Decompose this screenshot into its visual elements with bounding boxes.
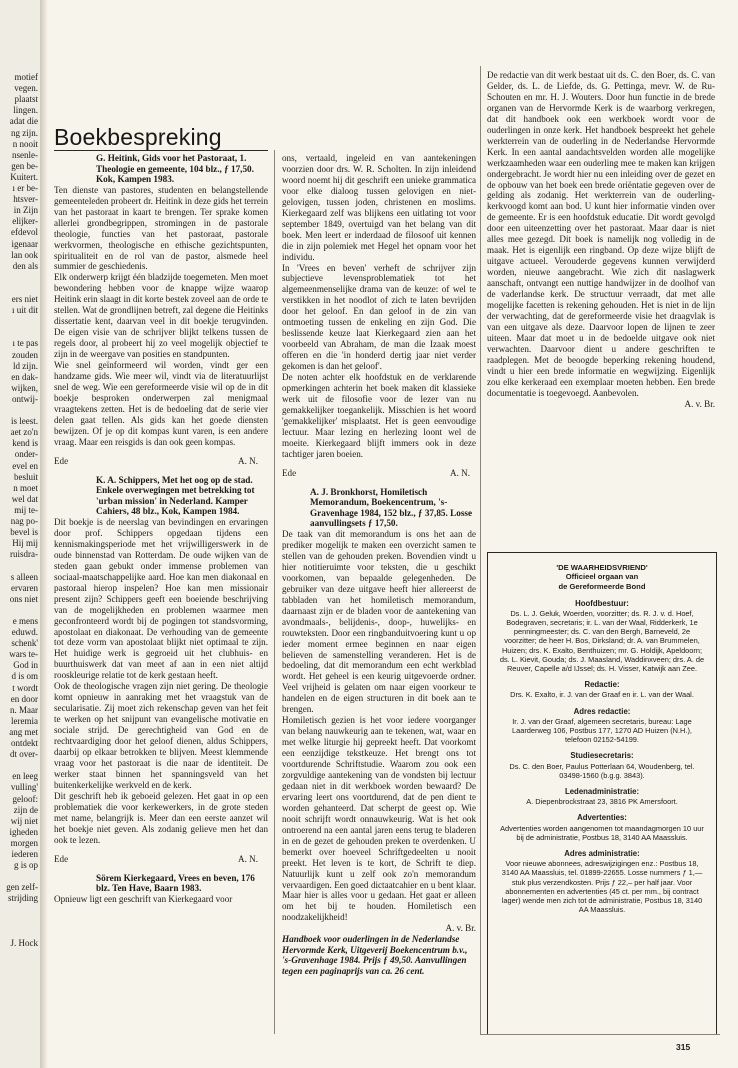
fragment-line: adat die <box>9 116 38 127</box>
signature <box>54 456 268 467</box>
fragment-line: ontdekt <box>11 738 38 748</box>
fragment-line: schenk' <box>11 638 38 649</box>
review-heading-bronkhorst: A. J. Bronkhorst, Homiletisch Memorandum, Boekencentrum, 's-Gravenhage 1984, 152 blz., ƒ 37,85. Losse aanvullingsets ƒ 17,50. <box>310 486 473 529</box>
fragment-line: ruisdra- <box>10 549 38 560</box>
review-body: Dit boekje is de neerslag van bevindingen en ervaringen door prof. Schippers opgedaan tijdens een kennismakingsperiode met het vrijwilligerswerk in de oude binnenstad van Rotterdam. De oude wijken van de steden gaan gebukt onder immense problemen van sociaal-maatschappelijke aard. Hoe kan men diakonaal en pastoraal hierop inspelen? Hoe kan men missionair present zijn? Schippers geeft een boeiende beschrijving van de mogelijkheden en problemen waarmee men geconfronteerd wordt bij de pogingen tot standsvorming, apostolaat en diakonaat. De verhouding van de gemeente tot deze vorm van apostolaat blijkt niet optimaal te zijn. Het huidige werk is gegroeid uit het clubhuis- en buurthuiswerk dat van meet af aan in een niet altijd rooskleurige relatie tot de kerk gestaan heeft. <box>54 516 268 681</box>
fragment-line: s alleen <box>10 571 38 582</box>
fragment-line: en dak- <box>11 371 38 382</box>
review-body: Wie snel geïnformeerd wil worden, vindt ger een handzame gids. Wie meer wil, vindt via de literatuurlijst snel de weg. Wie een gereformeerde visie wil op de in dit boekje besproken onderwerpen zal menigmaal vraagtekens zetten. Het is de bedoeling dat de serie vier delen gaat tellen. Als gids kan het goede diensten bewijzen. Of je op dit kompas kunt varen, is een andere vraag. Maar een reisgids is dan ook geen kompas. <box>54 360 268 447</box>
section-text: A. Diepenbrockstraat 23, 3816 PK Amersfoort. <box>526 797 678 807</box>
fragment-line: wars te- <box>9 649 38 660</box>
section-heading: Adres redactie: <box>573 706 631 716</box>
bottom-rule <box>480 1034 720 1035</box>
section-heading: Redactie: <box>584 680 620 690</box>
fragment-line: ontwij- <box>12 393 38 404</box>
column-rule <box>274 150 275 1034</box>
review-body: De redactie van dit werk bestaat uit ds. C. den Boer, ds. C. van Gelder, ds. L. de Liefde, ds. G. Pettinga, mevr. W. de Ru-Schouten en mr. H. J. Wouters. Door hun functie in de brede organen van de Hervormde Kerk is de waarborg verkregen, dat dit handboek ook een werkboek wordt voor de ouderlingen in onze kerk. Het handboek bespreekt het gehele werkterrein van de ouderling in de Nederlandse Hervormde Kerk. In een aantal aandachtsvelden worden alle mogelijke werkzaamheden waar een ouderling mee te maken kan krijgen ondergebracht. Je wordt hier nu een inleiding over de gezet en de opbouw van het boek een brede oriëntatie gegeven over de gelding als zodanig. Het werkterrein van de ouderling-kerkvoogd komt aan bod. U kunt hier informatie vinden over de gemeente. Er is een hoofdstuk educatie. Dit wordt gevolgd door een uiteenzetting over het pastoraat. Maar daar is niet alles mee gezegd. Dit boek is namelijk nog volledig in de maak. Het is eigenlijk een ringband. Op deze wijze blijft de uitgave actueel. Verouderde gegevens kunnen verwijderd worden, nieuwe aangebracht. Wie zich dit naslagwerk aanschaft, ontvangt een nuttige handwijzer in de doolhof van de vaderlandse kerk. De structuur verraadt, dat met alle mogelijke facetten is rekening gehouden. Het is niet in de lijn der verwachting, dat de gereformeerde visie het draagvlak is van een uitgave als deze. Daarvoor lopen de lijnen te zeer uiteen. Maar dat moet u in de bedoelde uitgave ook niet verwachten. Daarvoor dient u andere geschriften te raadplegen. Met de beoogde beperking rekening houdend, vindt u hier een brede informatie en wegwijzing. Eigenlijk zou elke kerkeraad een exemplaar moeten hebben. Een brede documentatie is toegevoegd. Aanbevolen. <box>487 70 715 398</box>
section-heading: Adres administratie: <box>564 849 640 859</box>
fragment-line: en door <box>10 693 38 704</box>
fragment-line: nag po- <box>10 516 38 526</box>
fragment-line: is leest. <box>11 416 38 427</box>
fragment-line: iederen <box>11 849 38 859</box>
section-heading: Hoofdbestuur: <box>575 598 629 608</box>
review-heading-kierkegaard: Sörem Kierkegaard, Vrees en beven, 176 blz. Ten Have, Baarn 1983. <box>96 872 255 894</box>
colophon-section-adres <box>488 707 716 745</box>
colophon-section-administratie <box>488 849 716 914</box>
fragment-line: motief <box>14 72 38 82</box>
signature-initials: A. N. <box>238 455 258 466</box>
signature <box>54 854 268 865</box>
colophon-box <box>487 552 717 1035</box>
fragment-line: zijn de <box>13 804 38 815</box>
fragment-line: J. Hock <box>10 937 38 948</box>
fragment-line: den als <box>12 260 38 271</box>
fragment-line: ı uit dit <box>11 305 38 316</box>
fragment-line: ons niet <box>9 593 38 604</box>
section-heading: Studiesecretaris: <box>570 751 634 761</box>
signature <box>282 468 476 479</box>
fragment-line: ers niet <box>11 294 38 304</box>
signature-initials: A. N. <box>450 467 470 478</box>
page-number: 315 <box>676 1042 691 1052</box>
fragment-line: ı er be- <box>12 183 38 193</box>
colophon-section-redactie <box>488 680 716 699</box>
fragment-line: evel en <box>12 460 38 471</box>
fragment-line: Kuitert. <box>10 171 38 182</box>
fragment-line: God in <box>13 660 38 671</box>
review-body: Homiletisch gezien is het voor iedere voorganger van belang nauwkeurig aan te tekenen, wat, waar en met welke liturgie hij gepreekt heeft. Dat voorkomt een eenzijdige tekstkeuze. Het brengt ons tot voortdurende Schriftstudie. Waarom zou ook een zorgvuldige aantekening van de vondsten bij lectuur gedaan niet in dit werkboek worden bewaard? De ervaring leert ons voortdurend, dat de pen dient te worden gehanteerd. Dat scherpt de geest op. Wie nooit schrijft wordt onnauwkeurig. Wat is het ook ontroerend na een aantal jaren eens terug te bladeren in en de gezet de gehouden preken te overdenken. U bemerkt over hoeveel Schriftgedeelten u nooit preekt. Het leven is te kort, de Schrift te diep. Natuurlijk kunt u zelf ook zo'n memorandum vervaardigen. Een goed dictaatcahier en u bent klaar. Maar hier is alles voor u gedaan. Het gaat er alleen om het bij te houden. Homiletisch een noodzakelijkheid! <box>282 715 476 923</box>
section-text: Ir. J. van der Graaf, algemeen secretaris, bureau: Lage Laarderweg 106, Postbus 177, 1270 AD Huizen (N.H.), telefoon 02152-54199. <box>512 716 692 745</box>
fragment-line: lingen. <box>13 105 38 116</box>
fragment-line: n moet <box>13 482 38 493</box>
signature-place: Ede <box>54 853 69 864</box>
fragment-line: n nooit <box>12 138 38 149</box>
signature-place: Ede <box>282 467 297 478</box>
fragment-line: d is om <box>11 671 38 682</box>
fragment-line: besluit <box>14 471 38 482</box>
fragment-line: vegen. <box>14 83 38 94</box>
fragment-line: ng zijn. <box>11 127 38 138</box>
fragment-line: morgen <box>10 837 38 848</box>
fragment-line: gen be- <box>11 160 38 171</box>
page-title: Boekbespreking <box>54 124 222 150</box>
review-body: Opnieuw ligt een geschrift van Kierkegaard voor <box>54 893 233 904</box>
colophon-title: 'DE WAARHEIDSVRIEND' <box>556 563 648 572</box>
fragment-line: geloof: <box>12 793 38 804</box>
fragment-line: kend is <box>12 438 38 449</box>
review-body: Dit geschrift heb ik geboeid gelezen. Het gaat in op een problematiek die voor kerkewerkers, in de grote steden met name, belangrijk is. Meer dan een eerste aanzet wil het boekje niet geven. Als zodanig gelieve men het dan ook te lezen. <box>54 790 268 845</box>
fragment-line: wij niet <box>10 815 38 826</box>
fragment-line: igenaar <box>11 238 38 249</box>
left-page-fragment <box>0 0 41 1068</box>
fragment-line: in Zijn <box>13 205 38 216</box>
fragment-line: ang met <box>9 726 38 737</box>
section-heading: Ledenadministratie: <box>564 787 640 797</box>
fragment-line: leremia <box>11 715 38 726</box>
fragment-line: wel dat <box>11 493 38 504</box>
signature-place: Ede <box>54 455 69 466</box>
colophon-subtitle: de Gereformeerde Bond <box>558 582 646 592</box>
fragment-line: plaatst <box>14 94 38 105</box>
colophon-section-leden <box>488 787 716 806</box>
section-text: Voor nieuwe abonnees, adreswijzigingen enz.: Postbus 18, 3140 AA Maassluis, tel. 01899-22655. Losse nummers ƒ 1,— stuk plus verzendkosten. Prijs ƒ 22,– per half jaar. Voor abonnementen en advertenties (45 ct. per mm., bij contract lager) wende men zich tot de administratie, Postbus 18, 3140 AA Maassluis. <box>501 859 703 915</box>
colophon-section-studie <box>488 751 716 780</box>
fragment-line: htsver- <box>13 194 38 205</box>
fragment-line: zouden <box>12 349 38 360</box>
section-text: Advertenties worden aangenomen tot maandagmorgen 10 uur bij de administratie, Postbus 18, 3140 AA Maassluis. <box>500 823 704 842</box>
section-text: Ds. C. den Boer, Paulus Potterlaan 64, Woudenberg, tel. 03498-1560 (b.g.g. 3843). <box>509 761 695 780</box>
colophon-section-hoofdbestuur <box>488 599 716 674</box>
fragment-line: ervaren <box>11 582 38 593</box>
title-rule <box>54 150 268 151</box>
column-rule <box>480 66 481 1034</box>
fragment-line: mij te- <box>14 504 38 515</box>
fragment-line: ld zijn. <box>13 360 38 371</box>
fragment-line: en leeg <box>12 771 38 782</box>
fragment-line: dt over- <box>9 749 38 760</box>
review-heading-schippers: K. A. Schippers, Met het oog op de stad. Enkele overwegingen met betrekking tot 'urban mission' in Nederland. Kamper Cahiers, 48 blz., Kok, Kampen 1984. <box>96 474 255 517</box>
section-text: Ds. L. J. Geluk, Woerden, voorzitter; ds. R. J. v. d. Hoef, Bodegraven, secretaris; ir. L. van der Waal, Ridderkerk, 1e penningmeester; ds. C. van den Bergh, Barneveld, 2e voorzitter; de heer H. Bos, Dirksland; dr. A. van Brummelen, Huizen; drs. K. Exalto, Benthuizen; mr. G. Holdijk, Apeldoorn; ds. L. Kievit, Gouda; ds. J. Maasland, Waddinxveen; drs. A. de Reuver, Capelle a/d IJssel; ds. H. Visser, Katwijk aan Zee. <box>499 608 705 674</box>
fragment-line: elijker- <box>12 216 38 227</box>
fragment-line: onder- <box>14 449 38 460</box>
fragment-line: igheden <box>9 826 38 837</box>
fragment-line: vulling' <box>10 782 38 793</box>
section-heading: Advertenties: <box>577 813 627 823</box>
page-fold <box>40 0 48 1068</box>
review-body: De taak van dit memorandum is ons het aan de prediker mogelijk te maken een overzicht samen te stellen van de gehouden preken. Bovendien vindt u hier notitieruimte voor teksten, die u geschikt voorkomen, van bepaalde gelegenheden. De gebruiker van deze uitgave heeft hier allereerst de tabbladen van het homiletisch memorandum, daarnaast zijn er de bladen voor de aantekening van avondmaals-, belijdenis-, doop-, huwelijks- en rouwteksten. Door een ringbanduitvoering kunt u op ieder moment ermee beginnen en naar eigen believen de samenstelling veranderen. Het is de bedoeling, dat dit memorandum een echt werkblad wordt. Het geheel is een keurig uitgevoerde ordner. Veel vrijheid is gelaten om naar eigen voorkeur te handelen en de eigen structuren in dit boek aan te brengen. <box>282 529 476 715</box>
fragment-line: eduwd. <box>11 627 38 637</box>
signature-initials: A. v. Br. <box>445 923 476 934</box>
review-body: De noten achter elk hoofdstuk en de verklarende opmerkingen achterin het boek maken dit klassieke werk uit de filosofie voor de lezer van nu gemakkelijker toegankelijk. Misschien is het woord 'gemakkelijker' misplaatst. Het is geen eenvoudige lectuur. Maar lezing en herlezing loont wel de moeite. Kierkegaard blijft immers ook in deze tachtiger jaren boeien. <box>282 372 476 459</box>
signature-initials: A. N. <box>238 853 258 864</box>
fragment-line: gen zelf- <box>6 882 38 893</box>
fragment-line: ı te pas <box>12 338 38 349</box>
colophon-section-advertenties <box>488 813 716 842</box>
review-body: ons, vertaald, ingeleid en van aantekeningen voorzien door drs. W. R. Scholten. In zijn inleidend woord noemt hij dit geschrift een unieke grammatica voor elke dialoog tussen gelovigen en niet-gelovigen, tussen joden, christenen en moslims. Kierkegaard zelf was blijkens een uitlating tot voor september 1849, overtuigd van het belang van dit boek. Men leert er inderdaad de filosoof uit kennen die in zijn polemiek met Hegel het opnam voor het individu. <box>282 153 476 262</box>
review-heading-heitink: G. Heitink, Gids voor het Pastoraat, 1. Theologie en gemeente, 104 blz., ƒ 17,50. Kok, Kampen 1983. <box>96 153 254 185</box>
review-body: In 'Vrees en beven' verheft de schrijver zijn subjectieve levensproblematiek tot het algemeenmenselijke drama van de keuze: of wel te verstikken in het noodlot of zich te laten bevrijden door het geloof. En dan geloof in de zin van ontmoeting tussen de enkeling en zijn God. Die beslissende keuze laat Kierkegaard zien aan het voorbeeld van Abraham, de man die Izaak moest offeren en die 'in honderd dertig jaar niet verder gekomen is dan het geloof'. <box>282 262 476 372</box>
column-1 <box>54 153 268 905</box>
section-text: Drs. K. Exalto, ir. J. van der Graaf en ir. L. van der Waal. <box>510 690 694 700</box>
fragment-line: aet zo'n <box>10 427 38 438</box>
fragment-line: Hij mij <box>12 538 38 549</box>
fragment-line: strijding <box>7 893 38 904</box>
fragment-line: nsenle- <box>12 149 38 160</box>
fragment-line: wijken, <box>11 382 38 393</box>
fragment-line: bevel is <box>10 527 38 538</box>
review-body: Elk onderwerp krijgt één bladzijde toegemeten. Men moet bewondering hebben voor de knappe wijze waarop Heitink erin slaagt in dit korte bestek zoveel aan de orde te stellen. Wat de grondlijnen betreft, zal degene die Heitinks dissertatie kent, daarvan veel in dit boekje terugvinden. De eigen visie van de schrijver blijkt telkens tussen de regels door, al probeert hij zo veel mogelijk objectief te zijn in de weergave van posities en standpunten. <box>54 272 268 360</box>
colophon-subtitle: Officieel orgaan van <box>565 572 639 582</box>
column-2 <box>282 153 476 977</box>
review-body: Ten dienste van pastores, studenten en belangstellende gemeenteleden probeert dr. Heitink in deze gids het terrein van het pastoraat in kaart te brengen. Ter sprake komen allerlei grondbegrippen, stromingen in de pastorale theologie, functies van het pastoraat, pastorale werkvormen, theologische en ethische gezichtspunten, spiritualiteit en de rol van de pastor, alsmede heel summier de geschiedenis. <box>54 184 268 272</box>
fragment-line: efdevol <box>11 227 38 238</box>
fragment-line: g is op <box>13 860 38 871</box>
column-3 <box>487 70 715 410</box>
fragment-line: e mens <box>12 615 38 626</box>
review-heading-handboek: Handboek voor ouderlingen in de Nederlandse Hervormde Kerk, Uitgeverij Boekencentrum b.v., 's-Gravenhage 1984. Prijs ƒ 49,50. Aanvullingen tegen een paginaprijs van ca. 26 cent. <box>282 934 468 977</box>
review-body: Ook de theologische vragen zijn niet gering. De theologie komt opnieuw in aanraking met het vraagstuk van de secularisatie. Zij moet zich rekenschap geven van het feit te werken op het snijpunt van evangelische motivatie en sociale strijd. De gerechtigheid van God en de rechtvaardiging door het geloof dienen, aldus Schippers, daarbij op elkaar betrokken te blijven. Meest klemmende vraag voor het pastoraat is die naar de identiteit. De werker staat binnen het spanningsveld van het buitenkerkelijke werkveld en de kerk. <box>54 681 268 790</box>
fragment-line: t wordt <box>12 682 38 693</box>
signature-initials: A. v. Br. <box>684 398 715 409</box>
fragment-line: lan ook <box>11 249 38 260</box>
fragment-line: n. Maar <box>10 704 38 715</box>
